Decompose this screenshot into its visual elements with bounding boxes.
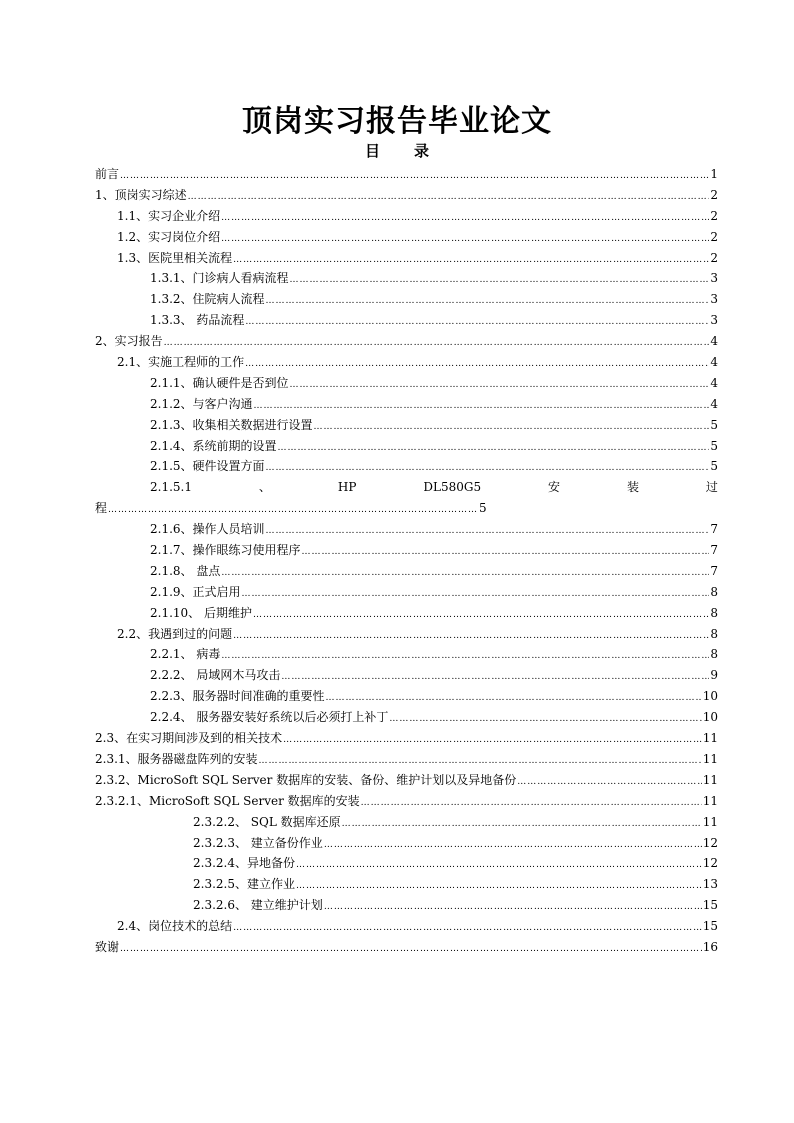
toc-entry-page: 4 bbox=[710, 396, 718, 411]
toc-entry[interactable] bbox=[95, 853, 718, 874]
table-of-contents bbox=[95, 164, 718, 958]
toc-entry-label: 2.3、在实习期间涉及到的相关技术 bbox=[95, 731, 283, 746]
toc-entry[interactable] bbox=[95, 895, 718, 916]
toc-entry-page: 11 bbox=[702, 751, 718, 766]
spread-part: 、 bbox=[258, 480, 271, 495]
toc-entry[interactable] bbox=[95, 540, 718, 561]
toc-entry-label: 2.2.4、 服务器安装好系统以后必须打上补丁 bbox=[150, 710, 389, 725]
toc-entry-label: 1.3.2、住院病人流程 bbox=[150, 292, 265, 307]
toc-entry[interactable] bbox=[95, 770, 718, 791]
toc-entry[interactable] bbox=[95, 394, 718, 415]
toc-entry-page: 8 bbox=[710, 605, 718, 620]
toc-entry-label: 1.1、实习企业介绍 bbox=[117, 208, 221, 223]
toc-entry-label: 2.3.2.2、 SQL 数据库还原 bbox=[193, 814, 341, 829]
toc-entry-page: 5 bbox=[710, 417, 718, 432]
toc-entry-label: 1.3、医院里相关流程 bbox=[117, 250, 233, 265]
leader-dots bbox=[221, 644, 709, 667]
leader-dots bbox=[221, 561, 709, 584]
toc-entry[interactable] bbox=[95, 707, 718, 728]
toc-entry-label: 1、顶岗实习综述 bbox=[95, 187, 187, 202]
spread-part: 安 bbox=[548, 480, 561, 495]
toc-entry-label: 2.1.2、与客户沟通 bbox=[150, 396, 253, 411]
toc-entry-page: 15 bbox=[702, 898, 718, 913]
spread-part: 过 bbox=[705, 480, 718, 495]
toc-entry[interactable] bbox=[95, 456, 718, 477]
leader-dots bbox=[259, 749, 702, 772]
leader-dots bbox=[120, 164, 709, 187]
toc-entry[interactable] bbox=[95, 373, 718, 394]
toc-entry-label: 2.3.2.3、 建立备份作业 bbox=[193, 835, 323, 850]
toc-entry-page: 2 bbox=[710, 250, 718, 265]
leader-dots bbox=[233, 248, 709, 271]
toc-group-b bbox=[95, 519, 718, 958]
toc-entry-page: 10 bbox=[702, 710, 718, 725]
toc-entry-label: 2.1.5、硬件设置方面 bbox=[150, 459, 265, 474]
toc-entry-label: 2.2.3、服务器时间准确的重要性 bbox=[150, 689, 325, 704]
toc-entry-page: 4 bbox=[710, 375, 718, 390]
toc-entry[interactable] bbox=[95, 728, 718, 749]
toc-entry-label: 2.1.10、 后期维护 bbox=[150, 605, 252, 620]
toc-entry-page: 3 bbox=[710, 271, 718, 286]
toc-heading-char-2: 录 bbox=[414, 142, 430, 160]
toc-entry[interactable] bbox=[95, 603, 718, 624]
toc-entry[interactable] bbox=[95, 436, 718, 457]
toc-entry-page: 11 bbox=[702, 772, 718, 787]
toc-entry-page: 11 bbox=[702, 793, 718, 808]
toc-entry[interactable] bbox=[95, 686, 718, 707]
toc-entry[interactable] bbox=[95, 268, 718, 289]
leader-dots bbox=[188, 185, 710, 208]
leader-dots bbox=[278, 436, 710, 459]
toc-entry-label: 2、实习报告 bbox=[95, 334, 163, 349]
toc-entry-page: 2 bbox=[710, 208, 718, 223]
leader-dots bbox=[281, 665, 709, 688]
toc-entry-label: 2.2、我遇到过的问题 bbox=[117, 626, 233, 641]
toc-entry-label: 2.1、实施工程师的工作 bbox=[117, 355, 245, 370]
leader-dots bbox=[296, 853, 702, 876]
leader-dots bbox=[164, 331, 710, 354]
spread-part: HP bbox=[337, 480, 357, 495]
leader-dots bbox=[253, 603, 709, 626]
toc-entry-page: 2 bbox=[710, 229, 718, 244]
leader-dots bbox=[517, 770, 702, 793]
toc-entry[interactable] bbox=[95, 519, 718, 540]
toc-entry-page: 5 bbox=[710, 459, 718, 474]
toc-entry-page: 4 bbox=[710, 334, 718, 349]
toc-entry-label: 2.1.6、操作人员培训 bbox=[150, 522, 265, 537]
toc-entry-page: 12 bbox=[702, 856, 718, 871]
toc-entry[interactable] bbox=[95, 310, 718, 331]
leader-dots bbox=[254, 394, 710, 417]
toc-entry[interactable] bbox=[95, 185, 718, 206]
continuation-label: 程 bbox=[95, 501, 108, 516]
toc-entry-label: 1.2、实习岗位介绍 bbox=[117, 229, 221, 244]
toc-entry-page: 8 bbox=[710, 647, 718, 662]
toc-entry[interactable] bbox=[95, 644, 718, 665]
toc-entry-page: 7 bbox=[710, 522, 718, 537]
toc-entry-page: 4 bbox=[710, 355, 718, 370]
toc-entry-page: 7 bbox=[710, 543, 718, 558]
toc-entry-label: 2.3.2.4、异地备份 bbox=[193, 856, 295, 871]
toc-entry[interactable] bbox=[95, 331, 718, 352]
toc-entry-label: 1.3.1、门诊病人看病流程 bbox=[150, 271, 289, 286]
toc-entry-label: 2.2.2、 局域网木马攻击 bbox=[150, 668, 281, 683]
leader-dots bbox=[245, 310, 709, 333]
leader-dots bbox=[302, 540, 710, 563]
leader-dots bbox=[290, 268, 710, 291]
toc-entry-label: 2.2.1、 病毒 bbox=[150, 647, 221, 662]
document-title: 顶岗实习报告毕业论文 bbox=[242, 104, 552, 139]
leader-dots bbox=[245, 352, 709, 375]
toc-entry[interactable] bbox=[95, 227, 718, 248]
leader-dots bbox=[361, 791, 702, 814]
continuation-page: 5 bbox=[479, 501, 487, 516]
toc-entry-label: 2.1.4、系统前期的设置 bbox=[150, 438, 277, 453]
toc-entry[interactable] bbox=[95, 561, 718, 582]
toc-entry[interactable] bbox=[95, 415, 718, 436]
toc-entry-label: 前言 bbox=[95, 167, 120, 181]
leader-dots bbox=[266, 289, 710, 312]
leader-dots bbox=[389, 707, 701, 730]
toc-entry-label: 2.3.1、服务器磁盘阵列的安装 bbox=[95, 751, 258, 766]
toc-entry-page: 11 bbox=[702, 731, 718, 746]
leader-dots bbox=[221, 206, 709, 229]
toc-entry-page: 2 bbox=[710, 187, 718, 202]
leader-dots bbox=[324, 833, 702, 856]
leader-dots bbox=[120, 937, 702, 960]
toc-entry[interactable] bbox=[95, 164, 718, 185]
toc-entry-page: 3 bbox=[710, 313, 718, 328]
toc-entry-page: 12 bbox=[702, 835, 718, 850]
toc-entry-continuation[interactable] bbox=[95, 498, 718, 519]
toc-entry-label: 2.1.9、正式启用 bbox=[150, 584, 241, 599]
leader-dots bbox=[266, 519, 710, 542]
toc-heading bbox=[0, 140, 794, 161]
toc-entry-page: 1 bbox=[710, 167, 718, 181]
toc-entry[interactable] bbox=[95, 582, 718, 603]
toc-entry-label: 2.1.7、操作眼练习使用程序 bbox=[150, 543, 301, 558]
toc-entry-page: 10 bbox=[702, 689, 718, 704]
toc-entry-spread[interactable] bbox=[95, 477, 718, 498]
toc-entry-page: 15 bbox=[702, 919, 718, 934]
leader-dots bbox=[233, 916, 702, 939]
leader-dots bbox=[266, 456, 710, 479]
toc-entry-label: 致谢 bbox=[95, 939, 120, 954]
toc-entry[interactable] bbox=[95, 206, 718, 227]
toc-entry[interactable] bbox=[95, 665, 718, 686]
toc-entry-label: 2.1.8、 盘点 bbox=[150, 563, 221, 578]
leader-dots bbox=[326, 686, 702, 709]
toc-heading-char-1: 目 bbox=[364, 142, 380, 160]
toc-entry-label: 2.4、岗位技术的总结 bbox=[117, 919, 233, 934]
toc-entry[interactable] bbox=[95, 916, 718, 937]
toc-entry-label: 2.1.3、收集相关数据进行设置 bbox=[150, 417, 313, 432]
leader-dots bbox=[283, 728, 702, 751]
toc-entry[interactable] bbox=[95, 791, 718, 812]
toc-entry-page: 3 bbox=[710, 292, 718, 307]
toc-entry-page: 8 bbox=[710, 584, 718, 599]
leader-dots bbox=[342, 812, 702, 835]
toc-entry[interactable] bbox=[95, 937, 718, 958]
toc-entry-page: 16 bbox=[702, 939, 718, 954]
leader-dots bbox=[314, 415, 710, 438]
toc-entry-label: 2.3.2.1、MicroSoft SQL Server 数据库的安装 bbox=[95, 793, 360, 808]
toc-group-a bbox=[95, 164, 718, 477]
toc-entry-page: 13 bbox=[702, 877, 718, 892]
toc-entry[interactable] bbox=[95, 812, 718, 833]
toc-entry-page: 5 bbox=[710, 438, 718, 453]
toc-entry-label: 2.3.2.5、建立作业 bbox=[193, 877, 295, 892]
toc-entry[interactable] bbox=[95, 749, 718, 770]
toc-entry-page: 9 bbox=[710, 668, 718, 683]
leader-dots bbox=[242, 582, 710, 605]
toc-entry[interactable] bbox=[95, 248, 718, 269]
toc-entry-page: 7 bbox=[710, 563, 718, 578]
leader-dots bbox=[108, 498, 478, 521]
spread-part: 2.1.5.1 bbox=[150, 480, 192, 495]
leader-dots bbox=[324, 895, 702, 918]
toc-entry-label: 2.3.2.6、 建立维护计划 bbox=[193, 898, 323, 913]
spread-part: DL580G5 bbox=[423, 480, 482, 495]
spread-part: 装 bbox=[626, 480, 639, 495]
toc-entry[interactable] bbox=[95, 833, 718, 854]
toc-entry-page: 8 bbox=[710, 626, 718, 641]
toc-entry-label: 1.3.3、 药品流程 bbox=[150, 313, 245, 328]
toc-entry[interactable] bbox=[95, 874, 718, 895]
leader-dots bbox=[233, 624, 709, 647]
toc-entry-page: 11 bbox=[702, 814, 718, 829]
toc-entry-label: 2.1.1、确认硬件是否到位 bbox=[150, 375, 289, 390]
toc-entry[interactable] bbox=[95, 289, 718, 310]
leader-dots bbox=[296, 874, 702, 897]
toc-entry[interactable] bbox=[95, 352, 718, 373]
leader-dots bbox=[290, 373, 710, 396]
toc-entry-label: 2.3.2、MicroSoft SQL Server 数据库的安装、备份、维护计划以及异地备份 bbox=[95, 772, 517, 787]
leader-dots bbox=[221, 227, 709, 250]
toc-entry[interactable] bbox=[95, 624, 718, 645]
